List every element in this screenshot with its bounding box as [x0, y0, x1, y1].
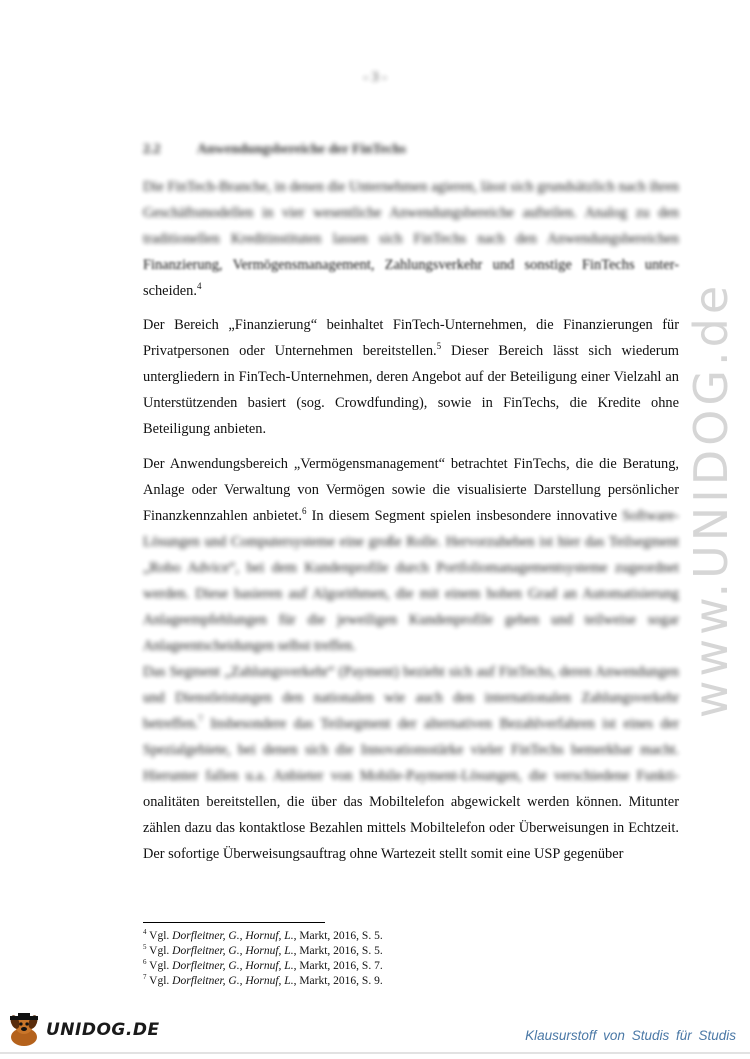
- paragraph-3-text-1: Der Anwendungsbereich „Vermögensmanagement“ betrachtet FinTechs, die die Beratung, Anlage oder Verwaltung von Vermögen sowie die visualisierte Darstellung persönlicher Finanzkennzahlen anbietet.: [143, 456, 679, 524]
- footnote-prefix: Vgl.: [146, 960, 173, 972]
- footnote-ref-7: 7: [198, 714, 203, 725]
- paragraph-2-text-2: Dieser Bereich lässt sich wiederum untergliedern in FinTech-Unternehmen, deren Angebot auf der Beteiligung einer Vielzahl an Unterstützenden basiert (sog. Crowdfunding), sowie in FinTechs, die Kredite ohne Beteiligung anbieten.: [143, 343, 679, 437]
- paragraph-2-text-1: Der Bereich „Finanzierung“ beinhaltet FinTech-Unternehmen, die Finanzierungen für Privatpersonen oder Unternehmen bereitstellen.: [143, 317, 679, 359]
- footnote-ref-6: 6: [301, 506, 307, 517]
- footnote-prefix: Vgl.: [146, 975, 173, 987]
- page-number: - 3 -: [363, 70, 387, 85]
- footnote-prefix: Vgl.: [146, 930, 173, 942]
- paragraph-3: [143, 451, 679, 659]
- section-title: Anwendungsbereiche der FinTechs: [197, 142, 406, 157]
- paragraph-1-clear: scheiden.: [143, 283, 197, 299]
- footnote-authors: Dorfleitner, G., Hornuf, L.: [172, 960, 294, 972]
- paragraph-4: [143, 659, 679, 867]
- paragraph-1: [143, 174, 679, 304]
- footnote-7: [143, 974, 683, 989]
- paragraph-1-partial: Finanzierung, Vermögensmanagement, Zahlungsverkehr und sonstige FinTechs unter-: [143, 257, 679, 273]
- footnote-ref-5: 5: [436, 341, 442, 352]
- footnote-number: 6: [143, 958, 147, 967]
- footnote-number: 7: [143, 973, 147, 982]
- paragraph-4-blurred-2: Insbesondere das Teilsegment der alternativen Bezahlverfahren ist eines der Spezialgebiete, bei denen sich die Innovationsstärke vieler FinTechs bemerkbar macht. Hierunter fallen u.a. Anbieter von Mobile-Payment-Lösungen, die verschiedene Funkti-: [143, 716, 679, 784]
- paragraph-1-blurred: Die FinTech-Branche, in denen die Unternehmen agieren, lässt sich grundsätzlich nach ihren Geschäftsmodellen in vier wesentliche Anwendungsbereiche aufteilen. Analog zu den traditionellen Kreditinstituten lassen sich FinTechs nach den Anwendungsbereichen: [143, 179, 679, 247]
- watermark-text: www.UNIDOG.de: [684, 281, 738, 719]
- footnote-number: 5: [143, 943, 147, 952]
- footnote-source: , Markt, 2016, S. 5.: [293, 930, 383, 942]
- paragraph-2: [143, 312, 679, 442]
- logo-text: UNIDOG.DE: [46, 1020, 160, 1040]
- paragraph-4-clear: onalitäten bereitstellen, die über das Mobiltelefon abgewickelt werden können. Mitunter zählen dazu das kontaktlose Bezahlen mittels Mobiltelefon oder Überweisungen in Echtzeit. Der sofortige Überweisungsauftrag ohne Wartezeit stellt somit eine USP gegenüber: [143, 794, 679, 862]
- footnote-authors: Dorfleitner, G., Hornuf, L.: [172, 975, 294, 987]
- watermark: [683, 270, 739, 730]
- footnote-6: [143, 959, 683, 974]
- bottom-divider: [0, 1052, 750, 1054]
- paragraph-3-text-2: In diesem Segment spielen insbesondere innovative: [306, 508, 618, 524]
- footnote-separator: [143, 922, 325, 923]
- section-number: 2.2: [143, 142, 161, 157]
- paragraph-4-blurred-1: Das Segment „Zahlungsverkehr“ (Payment) bezieht sich auf FinTechs, deren Anwendungen und Dienstleistungen den nationalen wie auch den internationalen Zahlungsverkehr betreffen.: [143, 664, 679, 732]
- section-heading: [143, 142, 406, 158]
- paragraph-3-blurred: Software-Lösungen und Computersysteme eine große Rolle. Hervorzuheben ist hier das Teilsegment „Robo Advice“, bei dem Kundenprofile durch Portfoliomanagementsysteme zugeordnet werden. Diese basieren auf Algorithmen, die mit einem hohen Grad an Automatisierung Anlageempfehlungen für die jeweiligen Kundenprofile geben und teilweise sogar Anlageentscheidungen selbst treffen.: [143, 508, 679, 654]
- footnote-source: , Markt, 2016, S. 9.: [293, 975, 383, 987]
- footnote-authors: Dorfleitner, G., Hornuf, L.: [172, 930, 294, 942]
- tagline: Klausurstoff von Studis für Studis: [525, 1028, 736, 1043]
- footnote-prefix: Vgl.: [146, 945, 173, 957]
- footnote-ref-4: 4: [196, 281, 202, 292]
- footnote-4: [143, 929, 683, 944]
- dog-mascot-icon: [4, 1012, 44, 1048]
- footnotes: [143, 929, 683, 989]
- footnote-source: , Markt, 2016, S. 7.: [293, 960, 383, 972]
- footnote-source: , Markt, 2016, S. 5.: [293, 945, 383, 957]
- footnote-number: 4: [143, 928, 147, 937]
- unidog-logo[interactable]: [4, 1012, 164, 1048]
- footnote-authors: Dorfleitner, G., Hornuf, L.: [172, 945, 294, 957]
- footnote-5: [143, 944, 683, 959]
